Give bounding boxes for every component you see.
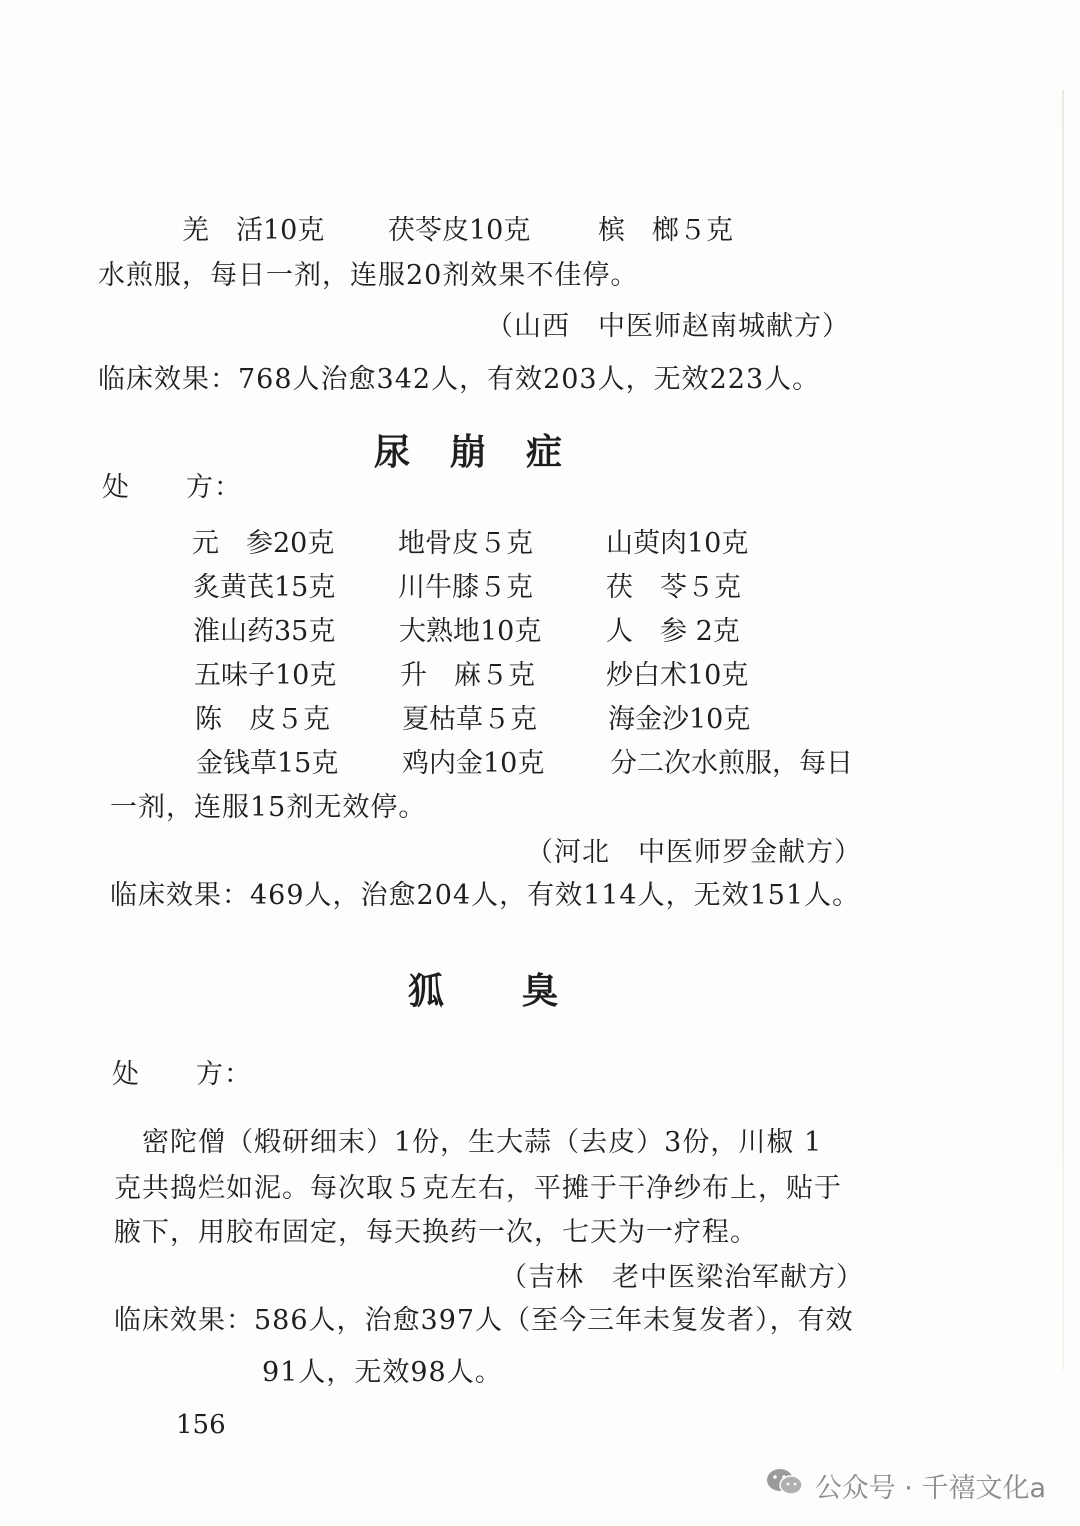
section-title: 尿 崩 症 xyxy=(374,431,565,473)
herb-cell: 鸡内金10克 xyxy=(402,748,545,779)
herb-cell: 茯 苓５克 xyxy=(606,572,741,603)
herb-cell: 地骨皮５克 xyxy=(398,528,533,559)
herb-cell: 大熟地10克 xyxy=(399,616,542,647)
prescription-label: 处 方： xyxy=(102,472,242,503)
prescription-label: 处 方： xyxy=(112,1059,252,1090)
section-title: 狐 臭 xyxy=(408,970,561,1012)
herb-binglang: 槟 榔５克 xyxy=(598,215,733,246)
clinical-result: 临床效果：586人，治愈397人（至今三年未复发者），有效 xyxy=(114,1305,854,1336)
prescription-body-line: 克共捣烂如泥。每次取５克左右，平摊于干净纱布上，贴于 xyxy=(114,1173,842,1204)
herb-cell: 川牛膝５克 xyxy=(398,572,533,603)
wechat-icon xyxy=(765,1467,805,1504)
herb-cell: 五味子10克 xyxy=(194,660,337,691)
usage-text-continued: 一剂，连服15剂无效停。 xyxy=(110,792,427,823)
herb-cell: 淮山药35克 xyxy=(193,616,336,647)
clinical-result: 临床效果：768人治愈342人，有效203人，无效223人。 xyxy=(98,364,821,395)
herb-cell: 夏枯草５克 xyxy=(402,704,537,735)
herb-cell: 元 参20克 xyxy=(192,528,335,559)
watermark xyxy=(765,1466,1046,1505)
herb-cell: 陈 皮５克 xyxy=(195,704,330,735)
usage-text: 分二次水煎服，每日 xyxy=(610,748,853,779)
herb-cell: 山萸肉10克 xyxy=(606,528,749,559)
usage-text: 水煎服，每日一剂，连服20剂效果不佳停。 xyxy=(98,260,639,291)
page-edge-shadow xyxy=(1062,90,1064,1370)
clinical-result-continued: 91人，无效98人。 xyxy=(262,1357,503,1388)
source-credit: （河北 中医师罗金献方） xyxy=(526,837,862,868)
prescription-body-line: 腋下，用胶布固定，每天换药一次，七天为一疗程。 xyxy=(114,1217,758,1248)
herb-cell: 人 参 2克 xyxy=(606,616,740,647)
source-credit: （山西 中医师赵南城献方） xyxy=(486,311,850,342)
page-number: 156 xyxy=(176,1410,226,1440)
herb-fulingpi: 茯苓皮10克 xyxy=(388,215,531,246)
herb-cell: 海金沙10克 xyxy=(608,704,751,735)
herb-cell: 炒白术10克 xyxy=(606,660,749,691)
source-credit: （吉林 老中医梁治军献方） xyxy=(500,1262,864,1293)
clinical-result: 临床效果：469人，治愈204人，有效114人，无效151人。 xyxy=(110,880,861,911)
herb-cell: 炙黄芪15克 xyxy=(193,572,336,603)
herb-qianghuo: 羌 活10克 xyxy=(182,215,325,246)
prescription-body-line: 密陀僧（煅研细末）1份，生大蒜（去皮）3份，川椒 1 xyxy=(142,1127,823,1158)
watermark-text: 公众号 · 千禧文化a xyxy=(814,1473,1046,1504)
herb-cell: 金钱草15克 xyxy=(196,748,339,779)
herb-cell: 升 麻５克 xyxy=(400,660,535,691)
